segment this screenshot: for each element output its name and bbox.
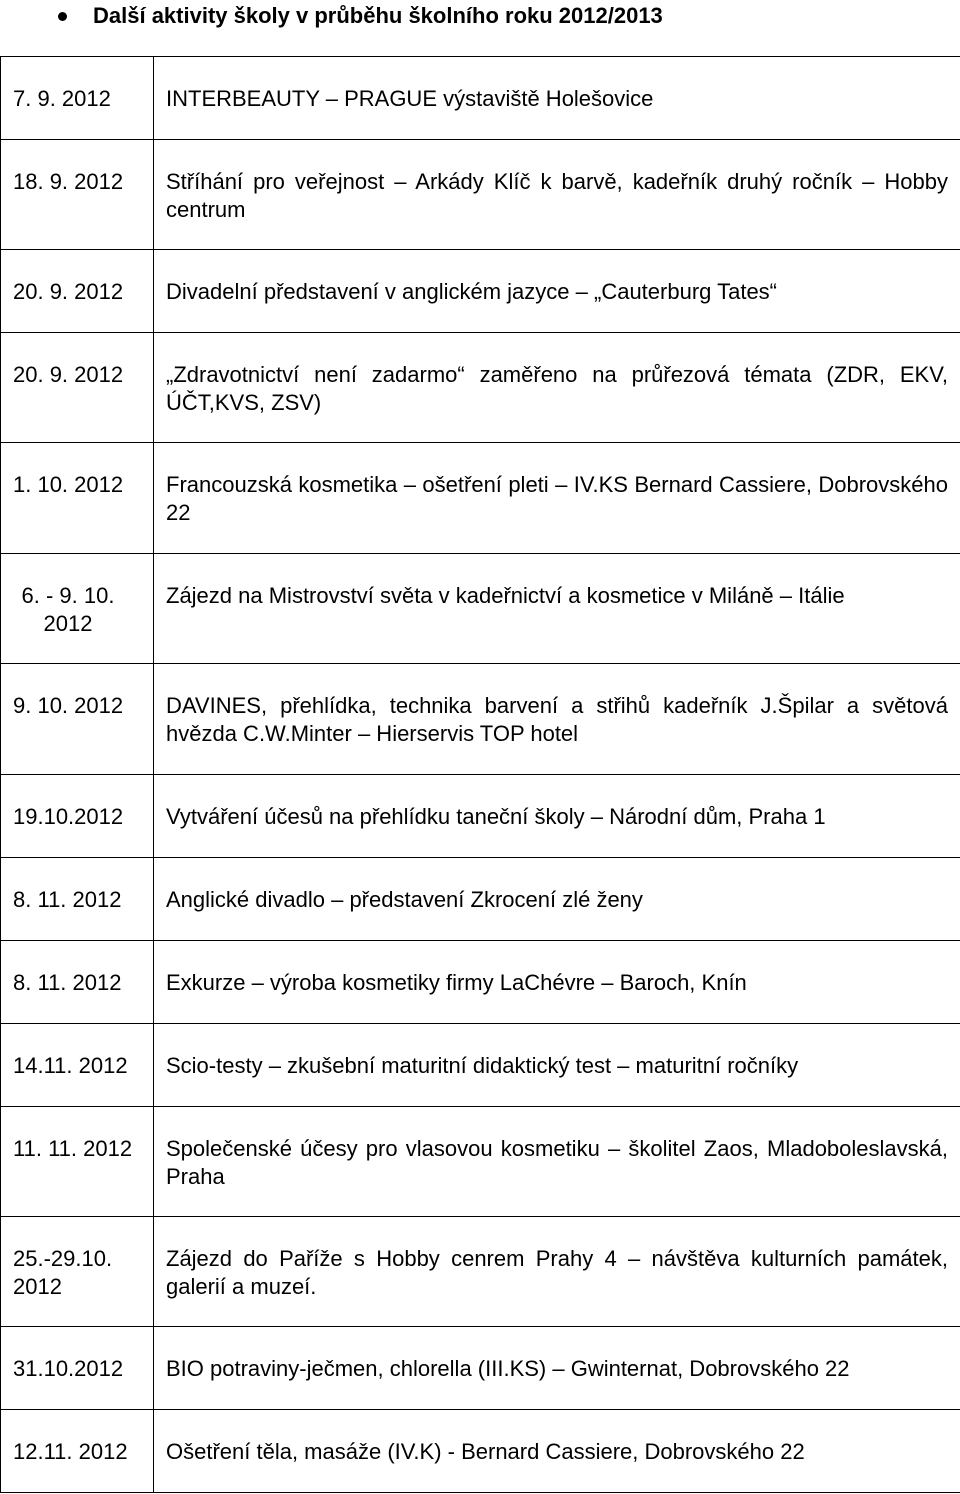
event-date: 18. 9. 2012 — [1, 140, 154, 250]
table-row — [1, 554, 960, 664]
event-date: 11. 11. 2012 — [1, 1107, 154, 1217]
event-description: BIO potraviny-ječmen, chlorella (III.KS) – Gwinternat, Dobrovského 22 — [154, 1327, 960, 1410]
event-description: Zájezd na Mistrovství světa v kadeřnictví a kosmetice v Miláně – Itálie — [154, 554, 960, 664]
table-row — [1, 858, 960, 941]
event-description: Stříhání pro veřejnost – Arkády Klíč k barvě, kadeřník druhý ročník – Hobby centrum — [154, 140, 960, 250]
table-row — [1, 333, 960, 443]
event-date: 14.11. 2012 — [1, 1024, 154, 1107]
table-row — [1, 775, 960, 858]
table-row — [1, 1410, 960, 1493]
table-row — [1, 1327, 960, 1410]
events-table — [0, 56, 960, 1493]
event-description: Společenské účesy pro vlasovou kosmetiku – školitel Zaos, Mladoboleslavská, Praha — [154, 1107, 960, 1217]
event-date — [1, 554, 154, 664]
event-description: Scio-testy – zkušební maturitní didaktický test – maturitní ročníky — [154, 1024, 960, 1107]
table-row — [1, 941, 960, 1024]
event-description: Francouzská kosmetika – ošetření pleti – IV.KS Bernard Cassiere, Dobrovského 22 — [154, 443, 960, 554]
event-date-text: 6. - 9. 10. 2012 — [21, 583, 115, 636]
event-description: Anglické divadlo – představení Zkrocení zlé ženy — [154, 858, 960, 941]
event-date: 20. 9. 2012 — [1, 333, 154, 443]
event-date: 7. 9. 2012 — [1, 57, 154, 140]
table-row — [1, 443, 960, 554]
event-date: 31.10.2012 — [1, 1327, 154, 1410]
event-description: Divadelní představení v anglickém jazyce – „Cauterburg Tates“ — [154, 250, 960, 333]
event-date: 8. 11. 2012 — [1, 858, 154, 941]
table-row — [1, 140, 960, 250]
section-title: Další aktivity školy v průběhu školního roku 2012/2013 — [93, 3, 663, 28]
event-description: Vytváření účesů na přehlídku taneční školy – Národní dům, Praha 1 — [154, 775, 960, 858]
table-row — [1, 664, 960, 775]
event-description: Zájezd do Paříže s Hobby cenrem Prahy 4 – návštěva kulturních památek, galerií a muzeí. — [154, 1217, 960, 1327]
event-date: 12.11. 2012 — [1, 1410, 154, 1493]
section-heading — [0, 0, 960, 40]
table-row — [1, 1217, 960, 1327]
table-row — [1, 1024, 960, 1107]
event-date: 20. 9. 2012 — [1, 250, 154, 333]
event-date: 8. 11. 2012 — [1, 941, 154, 1024]
table-row — [1, 1107, 960, 1217]
event-description: Ošetření těla, masáže (IV.K) - Bernard Cassiere, Dobrovského 22 — [154, 1410, 960, 1493]
event-date: 9. 10. 2012 — [1, 664, 154, 775]
event-description: Exkurze – výroba kosmetiky firmy LaChévre – Baroch, Knín — [154, 941, 960, 1024]
event-description: „Zdravotnictví není zadarmo“ zaměřeno na průřezová témata (ZDR, EKV, ÚČT,KVS, ZSV) — [154, 333, 960, 443]
event-date: 1. 10. 2012 — [1, 443, 154, 554]
table-row — [1, 250, 960, 333]
bullet-icon — [58, 12, 67, 21]
event-date: 25.-29.10. 2012 — [1, 1217, 154, 1327]
event-date: 19.10.2012 — [1, 775, 154, 858]
event-description: INTERBEAUTY – PRAGUE výstaviště Holešovice — [154, 57, 960, 140]
event-description: DAVINES, přehlídka, technika barvení a střihů kadeřník J.Špilar a světová hvězda C.W.Minter – Hierservis TOP hotel — [154, 664, 960, 775]
table-row — [1, 57, 960, 140]
